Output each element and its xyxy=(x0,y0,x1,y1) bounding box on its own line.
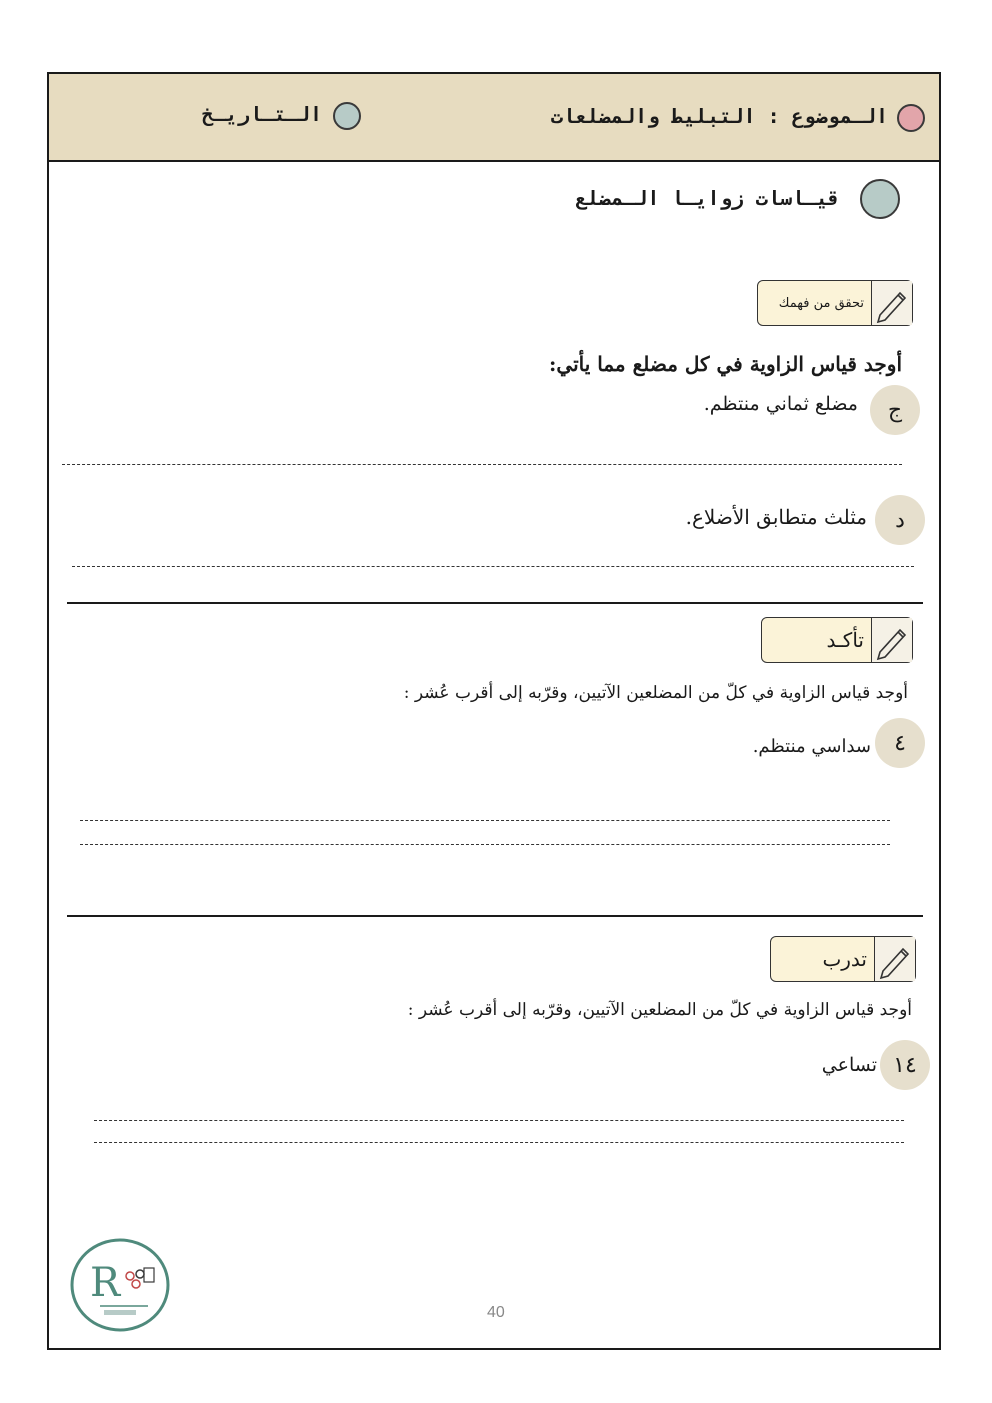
page-number: 40 xyxy=(487,1304,505,1321)
pencil-icon xyxy=(871,281,912,325)
confirm-label: تأكـد xyxy=(826,628,864,652)
answer-line xyxy=(80,844,890,845)
topic-heading xyxy=(551,104,888,128)
answer-line xyxy=(72,566,914,567)
confirm-badge xyxy=(761,617,913,663)
logo-letter: R xyxy=(90,1260,121,1306)
item-number: ٤ xyxy=(875,718,925,768)
answer-line xyxy=(94,1120,904,1121)
pencil-icon xyxy=(874,937,915,981)
logo xyxy=(70,1238,170,1332)
page-title: قيـاسات زوايـا الـمضلع xyxy=(575,186,840,210)
item-number: د xyxy=(875,495,925,545)
item-number: ١٤ xyxy=(880,1040,930,1090)
check-instruction: أوجد قياس الزاوية في كل مضلع مما يأتي: xyxy=(549,352,902,376)
item-text: مثلث متطابق الأضلاع. xyxy=(685,505,867,529)
item-text: تساعي xyxy=(821,1054,877,1076)
practice-badge xyxy=(770,936,916,982)
confirm-instruction: أوجد قياس الزاوية في كلّ من المضلعين الآتيين، وقرّبه إلى أقرب عُشر : xyxy=(403,683,908,703)
section-divider xyxy=(67,915,923,917)
check-understanding-label: تحقق من فهمك xyxy=(778,295,864,311)
answer-line xyxy=(62,464,902,465)
section-divider xyxy=(67,602,923,604)
logo-seal-icon xyxy=(70,1238,170,1332)
item-text: مضلع ثماني منتظم. xyxy=(703,393,858,415)
item-text: سداسي منتظم. xyxy=(752,736,871,757)
answer-line xyxy=(80,820,890,821)
date-bullet-icon xyxy=(333,102,361,130)
date-label: الـتـاريـخ xyxy=(201,102,322,126)
item-number: ج xyxy=(870,385,920,435)
topic-label: الـموضوع : xyxy=(767,104,888,128)
title-bullet-icon xyxy=(860,179,900,219)
worksheet-frame xyxy=(47,72,941,1350)
topic-value: التبليط والمضلعات xyxy=(550,104,756,128)
practice-label: تدرب xyxy=(822,947,867,971)
topic-bullet-icon xyxy=(897,104,925,132)
pencil-icon xyxy=(871,618,912,662)
practice-instruction: أوجد قياس الزاوية في كلّ من المضلعين الآتيين، وقرّبه إلى أقرب عُشر : xyxy=(407,1000,912,1020)
check-understanding-badge xyxy=(757,280,913,326)
answer-line xyxy=(94,1142,904,1143)
